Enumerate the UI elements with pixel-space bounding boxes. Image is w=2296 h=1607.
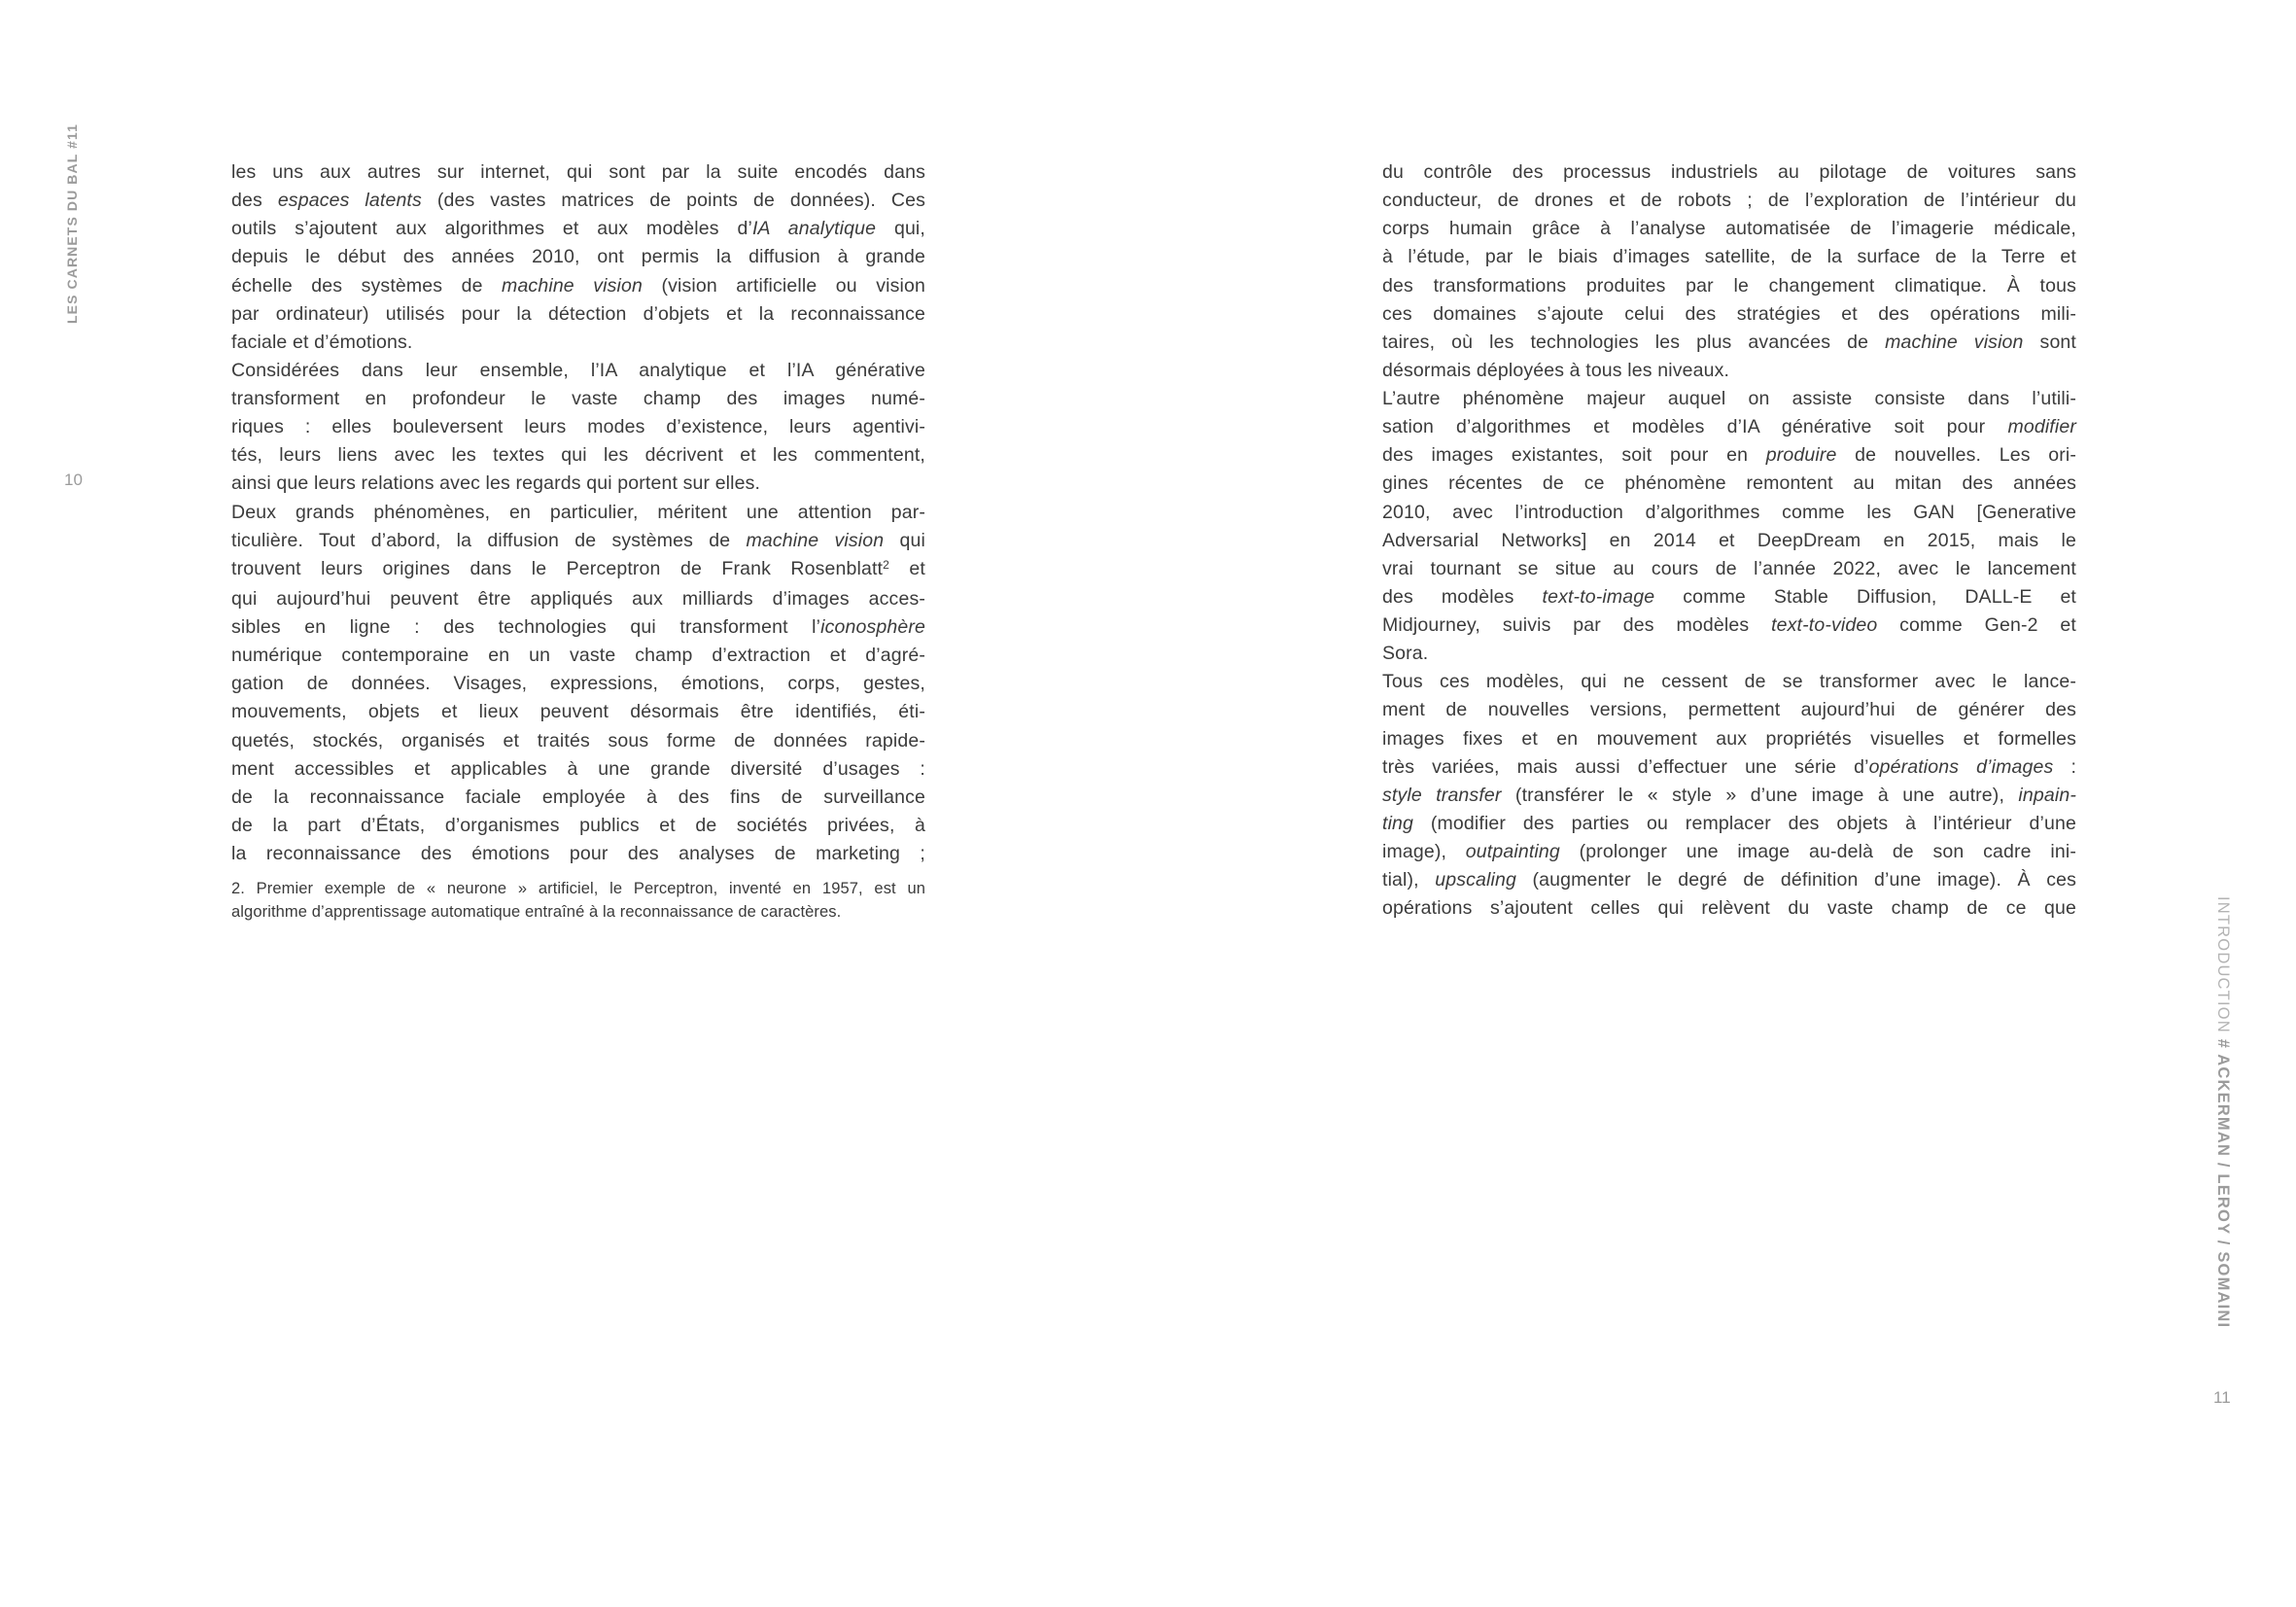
text-segment: qui, [876,218,925,240]
text-segment: du contrôle des processus industriels au pilotage de voitures sans [1382,161,2076,183]
text-segment: image), [1382,841,1466,862]
italic-text: text-to-image [1542,585,1655,608]
text-segment: opérations s’ajoutent celles qui relèvent du vaste champ de ce que [1382,897,2076,920]
text-line [1382,810,2076,838]
text-segment: conducteur, de drones et de robots ; de l’exploration de l’intérieur du [1382,190,2076,212]
italic-text: espaces latents [277,190,422,212]
italic-text: iconosphère [820,616,925,638]
text-line [1382,215,2076,243]
text-line [1382,385,2076,413]
text-segment: des transformations produites par le changement climatique. À tous [1382,274,2076,297]
text-segment: Adversarial Networks] en 2014 et DeepDream en 2015, mais le [1382,529,2076,551]
text-segment: tés, leurs liens avec les textes qui les décrivent et les commentent, [231,444,925,467]
page-number-left: 10 [64,471,83,489]
text-segment: les uns aux autres sur internet, qui sont par la suite encodés dans [231,161,925,183]
text-segment: à l’étude, par le biais d’images satellite, de la surface de la Terre et [1382,246,2076,268]
italic-text: IA analytique [751,218,877,240]
text-segment: sont [2023,331,2076,353]
text-line [1382,300,2076,329]
text-line [231,413,925,441]
text-segment: de la reconnaissance faciale employée à des fins de surveillance [231,786,925,808]
text-line [1382,866,2076,894]
text-line [231,613,925,642]
text-segment: ticulière. Tout d’abord, la diffusion de systèmes de [231,529,747,551]
text-line [1382,470,2076,498]
text-line [1382,272,2076,300]
text-line [1382,668,2076,696]
text-segment: ainsi que leurs relations avec les regards qui portent sur elles. [231,472,761,495]
text-segment: corps humain grâce à l’analyse automatisée de l’imagerie médicale, [1382,218,2076,240]
italic-text: upscaling [1435,869,1517,891]
text-line [231,527,925,555]
authors-label: # ACKERMAN / LEROY / SOMAINI [2214,1038,2232,1329]
text-segment: images fixes et en mouvement aux propriétés visuelles et formelles [1382,727,2076,750]
text-line [231,441,925,470]
right-page-text-column [1382,158,2076,923]
series-title-vertical-label: LES CARNETS DU BAL #11 [64,123,80,324]
text-segment: Tous ces modèles, qui ne cessent de se transformer avec le lance- [1382,671,2076,693]
text-line [1382,640,2076,668]
text-line [231,158,925,187]
italic-text: produire [1765,444,1837,467]
text-segment: et [889,557,925,579]
text-line [1382,243,2076,271]
text-segment: 2010, avec l’introduction d’algorithmes comme les GAN [Generative [1382,501,2076,523]
text-segment: quetés, stockés, organisés et traités sous forme de données rapide- [231,729,925,751]
text-segment: tial), [1382,869,1436,891]
text-segment: gines récentes de ce phénomène remontent au mitan des années [1382,472,2076,495]
left-page-body-text [231,158,925,868]
text-segment: Considérées dans leur ensemble, l’IA analytique et l’IA générative [231,359,925,381]
text-line [1382,499,2076,527]
italic-text: text-to-video [1771,614,1878,636]
text-line [1382,753,2076,782]
text-segment: ment de nouvelles versions, permettent aujourd’hui de générer des [1382,699,2076,721]
text-segment: (modifier des parties ou remplacer des objets à l’intérieur d’une [1413,812,2076,834]
italic-text: ting [1382,812,1414,834]
text-segment: (prolonger une image au-delà de son cadre ini- [1559,841,2076,862]
italic-text: modifier [2007,416,2076,438]
text-line [1382,782,2076,810]
text-segment: des [231,190,278,212]
text-line [231,215,925,243]
italic-text: machine vision [1885,331,2024,353]
text-line [231,272,925,300]
text-line [1382,696,2076,724]
text-segment: des images existantes, soit pour en [1382,444,1766,467]
chapter-title-label: INTRODUCTION [2214,896,2232,1039]
text-line [231,840,925,868]
text-segment: (des vastes matrices de points de données). Ces [421,190,925,212]
text-line [231,357,925,385]
text-segment: de la part d’États, d’organismes publics et de sociétés privées, à [231,814,925,836]
text-line [1382,357,2076,385]
text-segment: sibles en ligne : des technologies qui transforment l’ [231,616,821,638]
page-number-right: 11 [2213,1388,2231,1407]
text-segment: par ordinateur) utilisés pour la détection d’objets et la reconnaissance [231,302,925,325]
italic-text: style transfer [1382,784,1502,806]
text-segment: de nouvelles. Les ori- [1836,444,2076,467]
text-line [231,499,925,527]
footnote-reference-mark: 2 [883,558,889,573]
text-segment: taires, où les technologies les plus avancées de [1382,331,1886,353]
text-line [1382,838,2076,866]
text-line [231,755,925,784]
text-line [231,300,925,329]
text-line [1382,611,2076,640]
text-segment: des modèles [1382,585,1543,608]
text-line [1382,441,2076,470]
text-segment: ces domaines s’ajoute celui des stratégies et des opérations mili- [1382,302,2076,325]
text-line [231,670,925,698]
left-page-text-column [231,158,925,924]
text-line [1382,187,2076,215]
text-segment: algorithme d’apprentissage automatique entraîné à la reconnaissance de caractères. [231,902,842,921]
text-line [231,187,925,215]
text-line [1382,894,2076,923]
text-line [231,243,925,271]
text-segment: vrai tournant se situe au cours de l’année 2022, avec le lancement [1382,557,2076,579]
text-line [1382,555,2076,583]
text-line [231,878,925,901]
text-line [231,901,925,925]
italic-text: inpain- [2018,784,2076,806]
text-segment: la reconnaissance des émotions pour des analyses de marketing ; [231,843,925,864]
text-line [231,385,925,413]
text-segment: transforment en profondeur le vaste champ des images numé- [231,388,925,409]
text-segment: : [2053,755,2077,778]
text-segment: faciale et d’émotions. [231,331,413,353]
text-segment: L’autre phénomène majeur auquel on assiste consiste dans l’utili- [1382,388,2076,409]
text-segment: depuis le début des années 2010, ont permis la diffusion à grande [231,246,925,268]
text-segment: très variées, mais aussi d’effectuer une série d’ [1382,755,1869,778]
text-line [1382,329,2076,357]
text-line [1382,583,2076,611]
left-page-footnote [231,878,925,924]
text-line [231,642,925,670]
text-segment: sation d’algorithmes et modèles d’IA générative soit pour [1382,416,2008,438]
text-segment: ment accessibles et applicables à une grande diversité d’usages : [231,757,925,780]
text-segment: (transférer le « style » d’une image à une autre), [1501,784,2019,806]
text-segment: numérique contemporaine en un vaste champ d’extraction et d’agré- [231,645,925,667]
text-line [231,585,925,613]
italic-text: machine vision [746,529,885,551]
text-segment: (vision artificielle ou vision [643,274,925,297]
text-segment: désormais déployées à tous les niveaux. [1382,359,1730,381]
text-segment: 2. Premier exemple de « neurone » artificiel, le Perceptron, inventé en 1957, est un [231,880,925,898]
text-line [1382,413,2076,441]
text-line [231,555,925,585]
text-segment: qui aujourd’hui peuvent être appliqués aux milliards d’images acces- [231,587,925,610]
italic-text: machine vision [502,274,643,297]
text-line [1382,158,2076,187]
text-segment: outils s’ajoutent aux algorithmes et aux modèles d’ [231,218,752,240]
text-segment: trouvent leurs origines dans le Perceptron de Frank Rosenblatt [231,557,884,579]
text-segment: Sora. [1382,643,1429,665]
text-line [1382,527,2076,555]
text-segment: comme Gen-2 et [1877,614,2076,636]
text-segment: (augmenter le degré de définition d’une image). À ces [1516,869,2076,891]
text-line [1382,725,2076,753]
text-segment: riques : elles bouleversent leurs modes d’existence, leurs agentivi- [231,416,925,438]
text-line [231,470,925,498]
text-segment: qui [884,529,926,551]
text-segment: comme Stable Diffusion, DALL-E et [1654,585,2077,608]
text-segment: mouvements, objets et lieux peuvent désormais être identifiés, éti- [231,701,925,723]
right-page-body-text [1382,158,2076,923]
text-line [231,698,925,726]
text-line [231,812,925,840]
text-line [231,727,925,755]
italic-text: opérations d’images [1868,755,2054,778]
italic-text: outpainting [1465,841,1560,862]
text-line [231,329,925,357]
chapter-authors-vertical-label [2213,896,2232,1328]
text-segment: gation de données. Visages, expressions, émotions, corps, gestes, [231,673,925,695]
text-segment: échelle des systèmes de [231,274,503,297]
text-segment: Deux grands phénomènes, en particulier, méritent une attention par- [231,501,925,523]
text-line [231,784,925,812]
text-segment: Midjourney, suivis par des modèles [1382,614,1772,636]
